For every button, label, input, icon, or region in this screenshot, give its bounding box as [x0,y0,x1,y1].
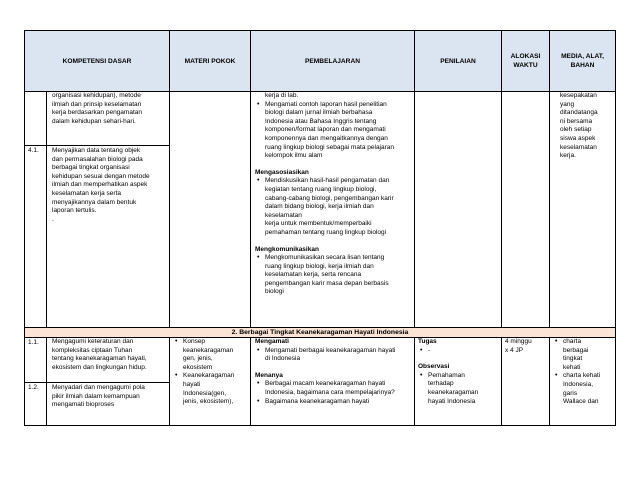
media-cell [550,92,616,328]
alokasi-line: x 4 JP [505,346,524,354]
header-penilaian: PENILAIAN [415,31,502,92]
list-item: • charta kehati Indonesia, garis Wallace dan [553,372,613,406]
kd-line: menyajikannya dalam bentuk [52,198,137,206]
kd-text-cell [47,338,170,426]
pb-bullet-list [255,254,412,297]
pn-heading-observasi: Observasi [418,363,450,371]
media-line: oleh setiap [560,126,592,134]
kd-line: keselamatan kerja serta [52,189,122,197]
kd-line: laporan tertulis. [52,207,97,215]
header-pembelajaran: PEMBELAJARAN [251,31,415,92]
list-item: • Bagaimana keanekaragaman hayati [255,398,412,407]
kd-line: Menyadari dan mengagumi pola [52,384,145,391]
kd-text-cell [47,92,170,328]
pn-heading-tugas: Tugas [418,338,437,345]
kd-line: ekosistem dan lingkungan hidup. [52,363,147,371]
kd-number: 1.1. [28,339,39,346]
list-item: • Keanekaragaman hayati Indonesia(gen, jenis, ekosistem), [173,372,248,406]
kd-continued-line: ilmiah dan prinsip keselamatan [52,100,142,108]
kd-number-cell [25,338,47,426]
list-item: • Berbagai macam keanekaragaman hayati Indonesia, bagaimana cara mempelajarinya? [255,380,412,397]
media-line: siswa aspek [560,134,596,142]
pb-heading-mengasosiasikan: Mengasosiasikan [255,168,309,176]
pn-bullet-list [418,347,499,356]
kd-line: ilmiah dan memperhatikan aspek [52,181,148,189]
syllabus-table [24,30,616,426]
kd-line: pikir ilmiah dalam kemampuan [52,392,140,400]
media-line: kerja. [560,152,576,160]
list-item: • - [418,347,499,356]
materi-cell [170,92,251,328]
penilaian-cell [415,92,502,328]
pb-continued-line: kerja di lab. [265,92,299,99]
section-row [25,328,616,338]
kd-line: berbagai tingkat organisasi [52,164,130,172]
alokasi-line: 4 minggu [505,338,532,345]
header-row [25,31,616,92]
pembelajaran-cell [251,92,415,328]
pn-bullet-list [418,372,499,406]
kd-number-cell [25,92,47,328]
media-line: yang [560,100,575,108]
kd-continued-line: kerja berdasarkan pengamatan [52,109,142,117]
header-media: MEDIA, ALAT, BAHAN [550,31,616,92]
materi-cell [170,338,251,426]
section-title: 2. Berbagai Tingkat Keanekaragaman Hayati Indonesia [25,328,616,338]
table-row [25,338,616,426]
list-item: • charta berbagai tingkat kehati [553,338,613,372]
media-line: kesepakatan [560,92,597,99]
kd-line: . [52,215,54,223]
kd-continued-line: dalam kehidupan sehari-hari. [52,117,136,125]
materi-list [173,338,248,407]
kd-number: 1.2. [28,384,39,391]
list-item: • Konsep keanekaragaman gen, jenis, ekosistem [173,338,248,372]
media-list [553,338,613,407]
kd-line: dan permasalahan biologi pada [52,155,143,163]
header-kompetensi: KOMPETENSI DASAR [25,31,170,92]
media-line: ni bersama [560,117,593,125]
media-cell [550,338,616,426]
media-line: ditandatanga [560,109,598,117]
alokasi-cell [502,338,550,426]
kd-number: 4.1. [28,147,39,154]
kd-line: tentang keanekaragaman hayati, [52,355,147,363]
pb-heading-mengkomunikasikan: Mengkomunikasikan [255,245,319,253]
kd-continued-line: organisasi kehidupan), metode [52,92,141,99]
list-item: • Mengamati contoh laporan hasil penelitian biologi dalam jurnal ilmiah berbahasa Indonesia atau Bahasa Inggris tentang komponen/format laporan dan mengamati komponennya dan mengaitkannya dengan ruang lingkup biologi sebagai mata pelajaran kelompok ilmu alam [255,101,412,161]
kd-line: Mengagumi keteraturan dan [52,338,134,345]
list-item: • Mengamati berbagai keanekaragaman hayati di Indonesia [255,347,412,364]
header-materi: MATERI POKOK [170,31,251,92]
kd-line: kehidupan sesuai dengan metode [52,172,150,180]
pb-heading-menanya: Menanya [255,371,283,379]
penilaian-cell [415,338,502,426]
kd-line: kompleksitas ciptaan Tuhan [52,346,133,354]
alokasi-cell [502,92,550,328]
pb-bullet-list [255,380,412,406]
media-line: keselamatan [560,143,597,151]
pb-bullet-list [255,347,412,364]
pembelajaran-cell [251,338,415,426]
kd-line: Menyajikan data tentang objek [52,147,141,154]
pb-bullet-list [255,101,412,161]
list-item: • Mendiskusikan hasil-hasil pengamatan dan kegiatan tentang ruang lingkup biologi, cabang-cabang biologi, pengembangan karir dalam bidang biologi, kerja ilmiah dan keselamatan kerja untuk membentuk/memperbaiki pemahaman tentang ruang lingkup biologi [255,177,412,237]
list-item: • Mengkomunikasikan secara lisan tentang ruang lingkup biologi, kerja ilmiah dan keselamatan kerja, serta rencana pengembangan karir masa depan berbasis biologi [255,254,412,297]
kd-line: mengamati bioproses [52,401,115,409]
pb-heading-mengamati: Mengamati [255,338,289,345]
list-item: • Pemahaman terhadap keanekaragaman hayati Indonesia [418,372,499,406]
table-row [25,92,616,328]
pb-bullet-list [255,177,412,237]
header-alokasi: ALOKASI WAKTU [502,31,550,92]
